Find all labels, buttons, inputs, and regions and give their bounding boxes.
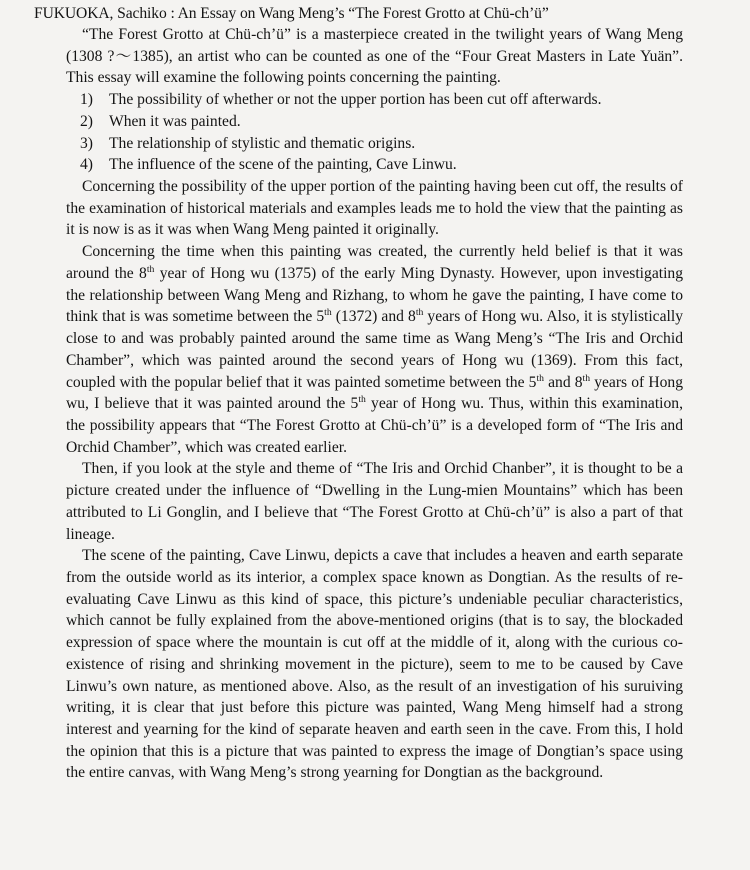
ordinal-suffix: th [146,263,155,275]
essay-body [66,24,683,784]
list-item [66,154,683,176]
dating-paragraph: Concerning the time when this painting was created, the currently held belief is that it was around the 8th year of Hong wu (1375) of the early Ming Dynasty. However, upon investigating the relationship between Wang Meng and Rizhang, to whom he gave the painting, I have come to think that is was sometime between the 5th (1372) and 8th years of Hong wu. Also, it is stylistically close to and was probably painted around the same time as Wang Meng’s “The Iris and Orchid Chamber”, which was painted around the second years of Hong wu (1369). From this fact, coupled with the popular belief that it was painted sometime between the 5th and 8th years of Hong wu, I believe that it was painted around the 5th year of Hong wu. Thus, within this examination, the possibility appears that “The Forest Grotto at Chü-ch’ü” is a developed form of “The Iris and Orchid Chamber”, which was created earlier. [66,243,684,456]
cutoff-paragraph: Concerning the possibility of the upper portion of the painting having been cut off, the results of the examination of historical materials and examples leads me to hold the view that the painting as it is now is as it was when Wang Meng painted it originally. [66,178,683,239]
style-origins-paragraph: Then, if you look at the style and theme of “The Iris and Orchid Chanber”, it is thought to be a picture created under the influence of “Dwelling in the Lung-mien Mountains” which has been attributed to Li Gonglin, and I believe that “The Forest Grotto at Chü-ch’ü” is also a part of that lineage. [66,460,683,543]
cave-scene-paragraph: The scene of the painting, Cave Linwu, depicts a cave that includes a heaven and earth separate from the outside world as its interior, a complex space known as Dongtian. As the results of re-evaluating Cave Linwu as this kind of space, this picture’s undeniable peculiar characteristics, which cannot be fully explained from the above-mentioned origins (that is to say, the blockaded expression of space where the mountain is cut off at the middle of it, along with the curious co-existence of rising and shrinking movement in the picture), seem to me to be caused by Cave Linwu’s own nature, as mentioned above. Also, as the result of an investigation of his suruiving writing, it is clear that just before this picture was painted, Wang Meng himself had a strong interest and yearning for the kind of separate heaven and earth seen in the cave. From this, I hold the opinion that this is a picture that was painted to express the image of Dongtian’s space using the entire canvas, with Wang Meng’s strong yearning for Dongtian as the background. [66,547,683,782]
ordinal-suffix: th [415,307,424,319]
ordinal-suffix: th [358,394,366,406]
list-item-text: When it was painted. [109,112,241,130]
list-item [66,111,683,133]
list-item-text: The possibility of whether or not the upper portion has been cut off afterwards. [109,91,602,109]
ordinal-suffix: th [324,307,332,319]
ordinal-suffix: th [536,372,544,384]
list-item [66,133,683,155]
ordinal-suffix: th [582,372,591,384]
list-item-number: 3) [80,134,93,152]
examination-points-list [66,89,683,176]
list-item-text: The influence of the scene of the painting, Cave Linwu. [109,156,457,174]
essay-heading: FUKUOKA, Sachiko : An Essay on Wang Meng’s “The Forest Grotto at Chü-ch’ü” [34,5,549,22]
intro-paragraph: “The Forest Grotto at Chü-ch’ü” is a masterpiece created in the twilight years of Wang Meng (1308 ?～1385), an artist who can be counted as one of the “Four Great Masters in Late Yuän”. This essay will examine the following points concerning the painting. [66,26,683,87]
list-item-number: 4) [80,156,93,174]
list-item-number: 2) [80,112,93,130]
list-item [66,89,683,111]
list-item-number: 1) [80,91,93,109]
list-item-text: The relationship of stylistic and thematic origins. [109,134,416,152]
